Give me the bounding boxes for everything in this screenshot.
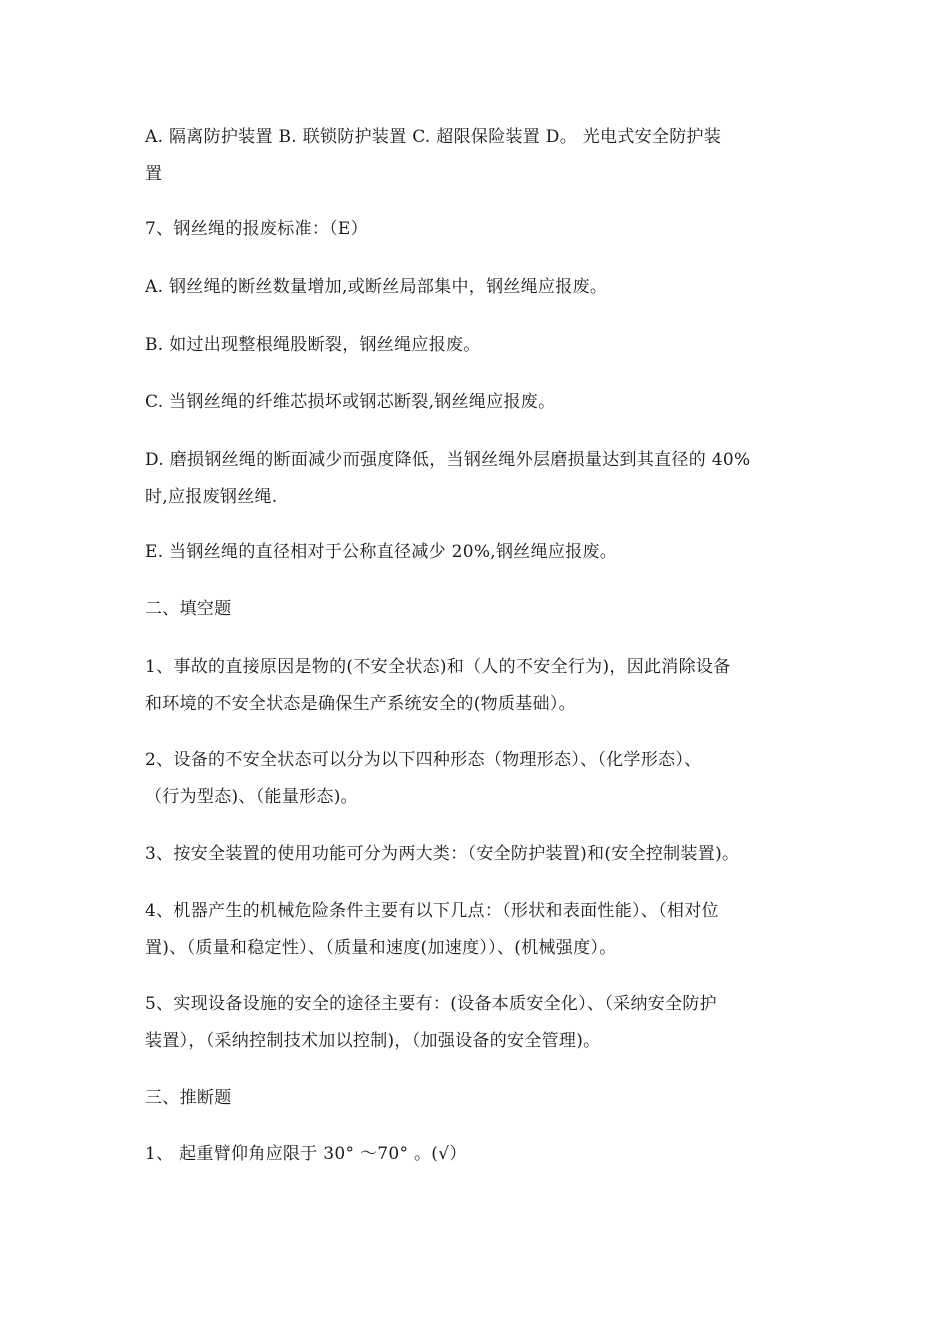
fill-in-1-continuation: 和环境的不安全状态是确保生产系统安全的(物质基础）。 bbox=[145, 694, 576, 714]
fill-in-1: 1、事故的直接原因是物的(不安全状态)和（人的不安全行为)，因此消除设备 bbox=[145, 657, 731, 677]
question-7: 7、钢丝绳的报废标准：（E） bbox=[145, 219, 368, 239]
fill-in-4: 4、机器产生的机械危险条件主要有以下几点：（形状和表面性能）、（相对位 bbox=[145, 901, 719, 921]
q7-option-d-continuation: 时,应报废钢丝绳. bbox=[145, 487, 278, 507]
fill-in-4-continuation: 置)、（质量和稳定性）、（质量和速度(加速度））、(机械强度）。 bbox=[145, 938, 617, 958]
section-heading-fill-in: 二、填空题 bbox=[145, 599, 232, 619]
q7-option-d: D. 磨损钢丝绳的断面减少而强度降低，当钢丝绳外层磨损量达到其直径的 40% bbox=[145, 450, 751, 470]
fill-in-3: 3、按安全装置的使用功能可分为两大类：（安全防护装置)和(安全控制装置)。 bbox=[145, 844, 740, 864]
fill-in-2: 2、设备的不安全状态可以分为以下四种形态（物理形态）、（化学形态）、 bbox=[145, 750, 702, 770]
fill-in-5-continuation: 装置），（采纳控制技术加以控制)，（加强设备的安全管理)。 bbox=[145, 1031, 601, 1051]
fill-in-2-continuation: （行为型态)、（能量形态)。 bbox=[145, 787, 358, 807]
q7-option-a: A. 钢丝绳的断丝数量增加,或断丝局部集中，钢丝绳应报废。 bbox=[145, 277, 608, 297]
q7-option-b: B. 如过出现整根绳股断裂，钢丝绳应报废。 bbox=[145, 335, 481, 355]
judgement-1: 1、 起重臂仰角应限于 30° ～70° 。(√） bbox=[145, 1144, 467, 1164]
option-line-a-d: A. 隔离防护装置 B. 联锁防护装置 C. 超限保险装置 D。 光电式安全防护装 bbox=[145, 127, 722, 147]
section-heading-judgement: 三、推断题 bbox=[145, 1088, 232, 1108]
q7-option-e: E. 当钢丝绳的直径相对于公称直径减少 20%,钢丝绳应报废。 bbox=[145, 542, 618, 562]
fill-in-5: 5、实现设备设施的安全的途径主要有：(设备本质安全化）、（采纳安全防护 bbox=[145, 994, 717, 1014]
q7-option-c: C. 当钢丝绳的纤维芯损坏或钢芯断裂,钢丝绳应报废。 bbox=[145, 392, 556, 412]
option-line-continuation: 置 bbox=[145, 164, 163, 184]
